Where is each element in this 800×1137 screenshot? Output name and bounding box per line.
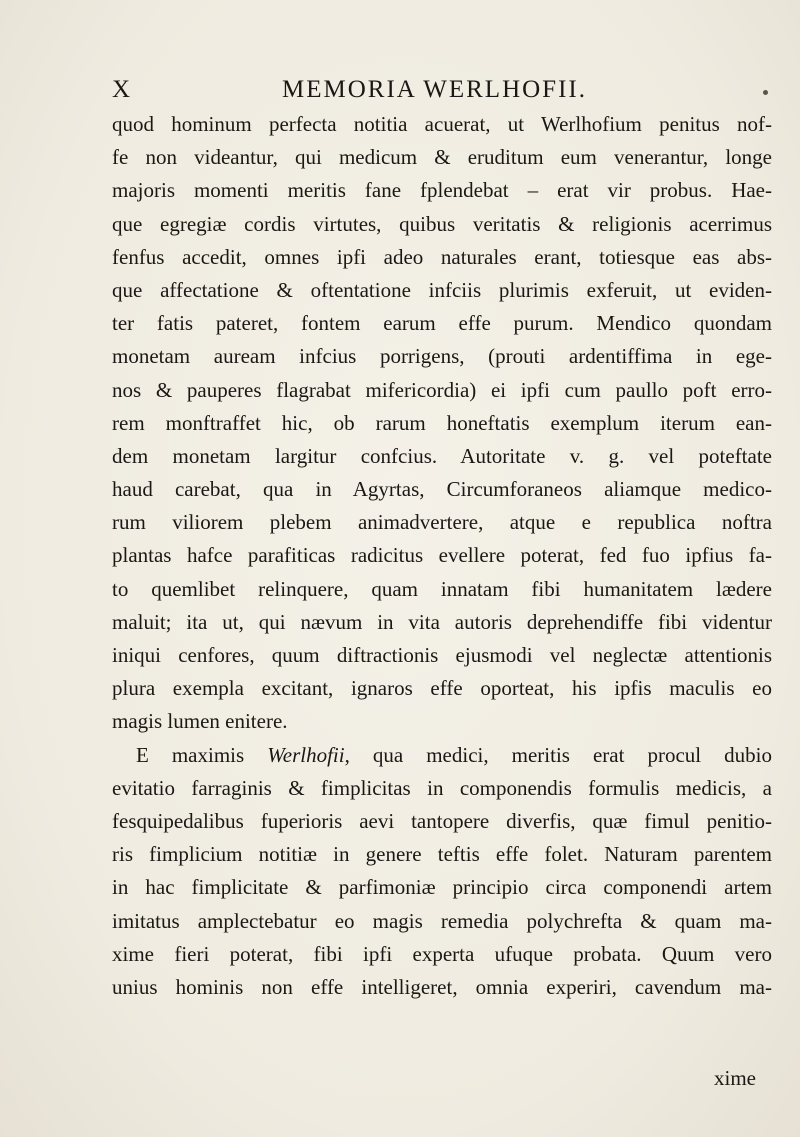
catchword: xime — [714, 1066, 756, 1090]
text-line: que egregiæ cordis virtutes, quibus veritatis & religionis acerrimus — [112, 211, 772, 236]
text-line: evitatio farraginis & fimplicitas in componendis formulis medicis, a — [112, 775, 772, 800]
text-line: xime fieri poterat, fibi ipfi experta ufuque probata. Quum vero — [112, 941, 772, 966]
italic-name: Werlhofii — [267, 742, 345, 767]
text-line: haud carebat, qua in Agyrtas, Circumforaneos aliamque medico- — [112, 477, 772, 502]
text-line: ris fimplicium notitiæ in genere teftis effe folet. Naturam parentem — [112, 842, 772, 867]
text-line: plantas hafce parafiticas radicitus evellere poterat, fed fuo ipfius fa- — [112, 543, 772, 568]
text-line: fenfus accedit, omnes ipfi adeo naturales erant, totiesque eas abs- — [112, 244, 772, 269]
text-line: magis lumen enitere. — [112, 709, 288, 734]
ink-spot — [763, 90, 768, 95]
text-run: , qua medici, meritis erat procul dubio — [344, 742, 772, 767]
running-head — [112, 76, 762, 110]
text-line: rum viliorem plebem animadvertere, atque e republica noftra — [112, 510, 772, 535]
text-line: ter fatis pateret, fontem earum effe purum. Mendico quondam — [112, 311, 772, 336]
text-line: in hac fimplicitate & parfimoniæ principio circa componendi artem — [112, 875, 772, 900]
text-line: quod hominum perfecta notitia acuerat, ut Werlhofium penitus nof- — [112, 112, 772, 136]
text-line: unius hominis non effe intelligeret, omnia experiri, cavendum ma- — [112, 974, 772, 999]
paragraph-opening-line — [112, 739, 772, 772]
text-line: monetam auream infcius porrigens, (prouti ardentiffima in ege- — [112, 344, 772, 369]
text-line: plura exempla excitant, ignaros effe oporteat, his ipfis maculis eo — [112, 676, 772, 701]
text-line: que affectatione & oftentatione infciis plurimis exferuit, ut eviden- — [112, 277, 772, 302]
text-line: fesquipedalibus fuperioris aevi tantopere diverfis, quæ fimul penitio- — [112, 808, 772, 833]
text-line: dem monetam largitur confcius. Autoritate v. g. vel poteftate — [112, 443, 772, 468]
text-line: maluit; ita ut, qui nævum in vita autoris deprehendiffe fibi videntur — [112, 609, 772, 634]
text-line: to quemlibet relinquere, quam innatam fibi humanitatem lædere — [112, 576, 772, 601]
text-line: nos & pauperes flagrabat mifericordia) ei ipfi cum paullo poft erro- — [112, 377, 772, 402]
text-run: E maximis — [136, 742, 268, 767]
running-title: MEMORIA WERLHOFII. — [282, 76, 587, 103]
text-line: iniqui cenfores, quum diftractionis ejusmodi vel neglectæ attentionis — [112, 643, 772, 667]
body-text — [112, 108, 772, 1004]
text-line: fe non videantur, qui medicum & eruditum eum venerantur, longe — [112, 145, 772, 170]
text-line: imitatus amplectebatur eo magis remedia polychrefta & quam ma- — [112, 908, 772, 933]
text-line: majoris momenti meritis fane fplendebat – erat vir probus. Hae- — [112, 178, 772, 203]
page-number: X — [112, 76, 132, 103]
text-line: rem monftraffet hic, ob rarum honeftatis exemplum iterum ean- — [112, 410, 772, 435]
